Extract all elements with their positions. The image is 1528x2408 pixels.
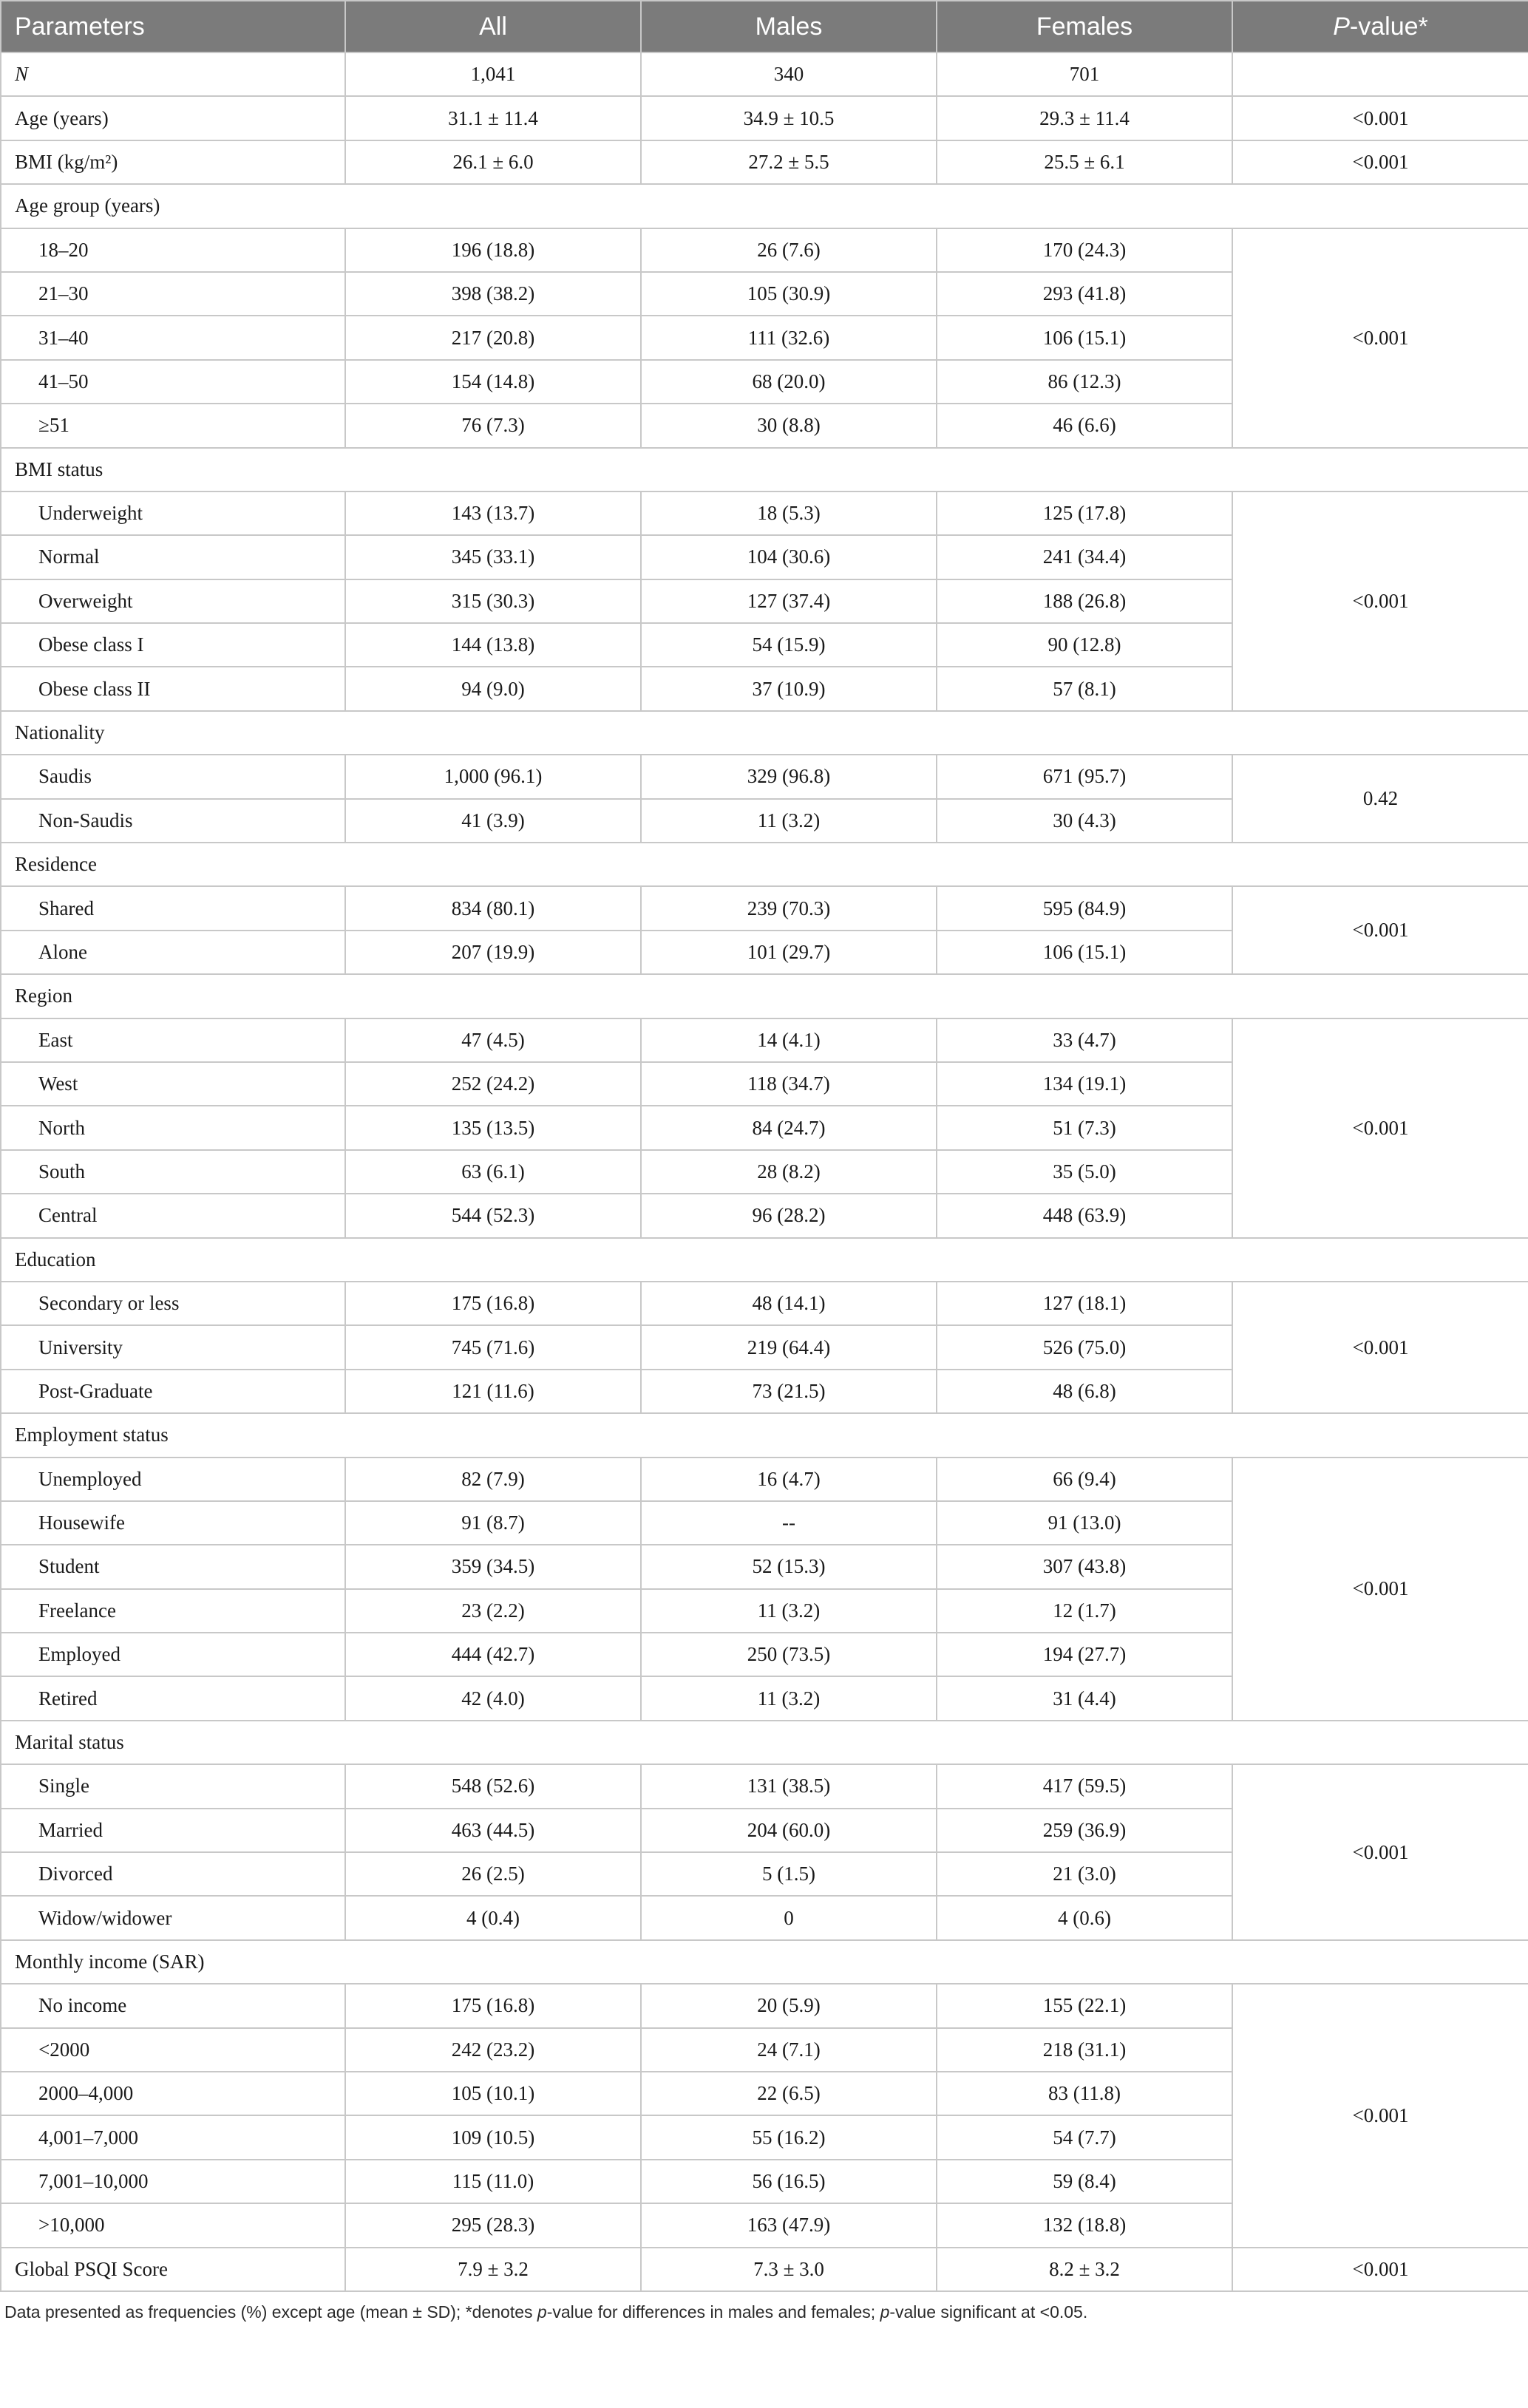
cell-females: 25.5 ± 6.1 — [937, 140, 1232, 184]
cell-males: 5 (1.5) — [641, 1852, 937, 1896]
cell-all: 26.1 ± 6.0 — [345, 140, 641, 184]
row-label: 18–20 — [1, 228, 345, 272]
cell-females: 35 (5.0) — [937, 1150, 1232, 1194]
cell-males: 219 (64.4) — [641, 1325, 937, 1369]
row-label: Secondary or less — [1, 1282, 345, 1325]
cell-females: 12 (1.7) — [937, 1589, 1232, 1633]
row-label: >10,000 — [1, 2203, 345, 2247]
table-row — [1, 140, 1528, 184]
row-label: Alone — [1, 931, 345, 974]
cell-all: 398 (38.2) — [345, 272, 641, 316]
cell-p-value: <0.001 — [1232, 1764, 1528, 1940]
footnote-part2: -value for differences in males and females; — [546, 2302, 880, 2322]
cell-all: 359 (34.5) — [345, 1545, 641, 1588]
header-row — [1, 1, 1528, 52]
row-label: Normal — [1, 535, 345, 579]
cell-males: 239 (70.3) — [641, 886, 937, 930]
footnote-p2: p — [880, 2302, 890, 2322]
cell-all: 23 (2.2) — [345, 1589, 641, 1633]
row-label: Housewife — [1, 1501, 345, 1545]
row-label: Unemployed — [1, 1458, 345, 1501]
cell-p-value: <0.001 — [1232, 140, 1528, 184]
cell-males: 329 (96.8) — [641, 755, 937, 798]
row-label: Employed — [1, 1633, 345, 1676]
group-label: Monthly income (SAR) — [1, 1940, 1528, 1984]
row-label: N — [1, 52, 345, 96]
cell-males: 204 (60.0) — [641, 1809, 937, 1852]
cell-all: 544 (52.3) — [345, 1194, 641, 1237]
cell-males: 163 (47.9) — [641, 2203, 937, 2247]
cell-all: 1,041 — [345, 52, 641, 96]
cell-females: 4 (0.6) — [937, 1896, 1232, 1939]
cell-all: 175 (16.8) — [345, 1282, 641, 1325]
group-header-row — [1, 448, 1528, 492]
group-header-row — [1, 1413, 1528, 1457]
cell-all: 47 (4.5) — [345, 1018, 641, 1062]
cell-all: 26 (2.5) — [345, 1852, 641, 1896]
table-row — [1, 1458, 1528, 1501]
cell-males: 127 (37.4) — [641, 579, 937, 623]
cell-females: 106 (15.1) — [937, 931, 1232, 974]
row-label: Freelance — [1, 1589, 345, 1633]
cell-all: 242 (23.2) — [345, 2028, 641, 2072]
row-label: BMI (kg/m²) — [1, 140, 345, 184]
cell-all: 548 (52.6) — [345, 1764, 641, 1808]
row-label: Widow/widower — [1, 1896, 345, 1939]
row-label: 21–30 — [1, 272, 345, 316]
table-body — [1, 52, 1528, 2291]
cell-females: 417 (59.5) — [937, 1764, 1232, 1808]
row-label: Married — [1, 1809, 345, 1852]
cell-females: 21 (3.0) — [937, 1852, 1232, 1896]
table-row — [1, 886, 1528, 930]
cell-all: 345 (33.1) — [345, 535, 641, 579]
cell-all: 154 (14.8) — [345, 360, 641, 404]
cell-males: 14 (4.1) — [641, 1018, 937, 1062]
table-row — [1, 96, 1528, 140]
cell-females: 132 (18.8) — [937, 2203, 1232, 2247]
table-row — [1, 1282, 1528, 1325]
cell-females: 218 (31.1) — [937, 2028, 1232, 2072]
cell-p-value: <0.001 — [1232, 1018, 1528, 1238]
cell-females: 106 (15.1) — [937, 316, 1232, 359]
table-row — [1, 2248, 1528, 2291]
cell-females: 701 — [937, 52, 1232, 96]
cell-all: 94 (9.0) — [345, 667, 641, 710]
footnote-part1: Data presented as frequencies (%) except age (mean ± SD); *denotes — [4, 2302, 537, 2322]
cell-all: 295 (28.3) — [345, 2203, 641, 2247]
cell-males: 68 (20.0) — [641, 360, 937, 404]
footnote-part3: -value significant at <0.05. — [889, 2302, 1088, 2322]
cell-males: 18 (5.3) — [641, 492, 937, 535]
cell-females: 671 (95.7) — [937, 755, 1232, 798]
row-label: 2000–4,000 — [1, 2072, 345, 2115]
cell-all: 7.9 ± 3.2 — [345, 2248, 641, 2291]
row-label: South — [1, 1150, 345, 1194]
cell-males: 52 (15.3) — [641, 1545, 937, 1588]
cell-p-value — [1232, 52, 1528, 96]
row-label: Overweight — [1, 579, 345, 623]
cell-all: 4 (0.4) — [345, 1896, 641, 1939]
row-label: Age (years) — [1, 96, 345, 140]
row-label: Obese class II — [1, 667, 345, 710]
cell-all: 175 (16.8) — [345, 1984, 641, 2027]
row-label: Single — [1, 1764, 345, 1808]
cell-females: 125 (17.8) — [937, 492, 1232, 535]
cell-males: 34.9 ± 10.5 — [641, 96, 937, 140]
cell-males: -- — [641, 1501, 937, 1545]
cell-females: 241 (34.4) — [937, 535, 1232, 579]
row-label: <2000 — [1, 2028, 345, 2072]
group-label: Region — [1, 974, 1528, 1018]
cell-females: 46 (6.6) — [937, 404, 1232, 447]
row-label: University — [1, 1325, 345, 1369]
cell-females: 127 (18.1) — [937, 1282, 1232, 1325]
header-parameters: Parameters — [1, 1, 345, 52]
row-label: Global PSQI Score — [1, 2248, 345, 2291]
cell-males: 104 (30.6) — [641, 535, 937, 579]
row-label: Saudis — [1, 755, 345, 798]
cell-females: 90 (12.8) — [937, 623, 1232, 667]
cell-all: 31.1 ± 11.4 — [345, 96, 641, 140]
group-header-row — [1, 1940, 1528, 1984]
row-label: Underweight — [1, 492, 345, 535]
row-label: North — [1, 1106, 345, 1149]
cell-males: 105 (30.9) — [641, 272, 937, 316]
table-row — [1, 1984, 1528, 2027]
cell-females: 307 (43.8) — [937, 1545, 1232, 1588]
cell-all: 41 (3.9) — [345, 799, 641, 843]
cell-p-value: 0.42 — [1232, 755, 1528, 843]
cell-males: 48 (14.1) — [641, 1282, 937, 1325]
cell-all: 143 (13.7) — [345, 492, 641, 535]
cell-all: 109 (10.5) — [345, 2115, 641, 2159]
cell-males: 24 (7.1) — [641, 2028, 937, 2072]
cell-males: 11 (3.2) — [641, 1589, 937, 1633]
cell-females: 188 (26.8) — [937, 579, 1232, 623]
cell-males: 22 (6.5) — [641, 2072, 937, 2115]
cell-all: 42 (4.0) — [345, 1676, 641, 1720]
cell-all: 444 (42.7) — [345, 1633, 641, 1676]
row-label: East — [1, 1018, 345, 1062]
cell-all: 745 (71.6) — [345, 1325, 641, 1369]
cell-all: 315 (30.3) — [345, 579, 641, 623]
header-p-italic: P — [1333, 12, 1350, 41]
table-header — [1, 1, 1528, 52]
cell-p-value: <0.001 — [1232, 2248, 1528, 2291]
row-label: Retired — [1, 1676, 345, 1720]
table-footnote — [0, 2292, 1528, 2322]
cell-p-value: <0.001 — [1232, 96, 1528, 140]
cell-males: 20 (5.9) — [641, 1984, 937, 2027]
group-header-row — [1, 184, 1528, 228]
table-row — [1, 1018, 1528, 1062]
cell-p-value: <0.001 — [1232, 1458, 1528, 1721]
cell-all: 463 (44.5) — [345, 1809, 641, 1852]
cell-females: 33 (4.7) — [937, 1018, 1232, 1062]
cell-males: 26 (7.6) — [641, 228, 937, 272]
cell-females: 194 (27.7) — [937, 1633, 1232, 1676]
cell-p-value: <0.001 — [1232, 1984, 1528, 2247]
cell-males: 101 (29.7) — [641, 931, 937, 974]
cell-all: 217 (20.8) — [345, 316, 641, 359]
group-label: Education — [1, 1238, 1528, 1282]
cell-females: 595 (84.9) — [937, 886, 1232, 930]
group-header-row — [1, 1721, 1528, 1764]
cell-males: 28 (8.2) — [641, 1150, 937, 1194]
cell-males: 11 (3.2) — [641, 799, 937, 843]
cell-males: 0 — [641, 1896, 937, 1939]
cell-females: 86 (12.3) — [937, 360, 1232, 404]
cell-all: 1,000 (96.1) — [345, 755, 641, 798]
table-row — [1, 755, 1528, 798]
table-row — [1, 492, 1528, 535]
cell-males: 27.2 ± 5.5 — [641, 140, 937, 184]
header-p-value — [1232, 1, 1528, 52]
cell-females: 54 (7.7) — [937, 2115, 1232, 2159]
table-row — [1, 52, 1528, 96]
row-label: Shared — [1, 886, 345, 930]
cell-males: 96 (28.2) — [641, 1194, 937, 1237]
cell-males: 55 (16.2) — [641, 2115, 937, 2159]
cell-males: 56 (16.5) — [641, 2160, 937, 2203]
row-label: Divorced — [1, 1852, 345, 1896]
group-header-row — [1, 843, 1528, 886]
cell-p-value: <0.001 — [1232, 228, 1528, 448]
group-label: Nationality — [1, 711, 1528, 755]
group-header-row — [1, 1238, 1528, 1282]
group-header-row — [1, 711, 1528, 755]
cell-females: 526 (75.0) — [937, 1325, 1232, 1369]
cell-males: 73 (21.5) — [641, 1370, 937, 1413]
cell-p-value: <0.001 — [1232, 492, 1528, 711]
cell-males: 84 (24.7) — [641, 1106, 937, 1149]
cell-all: 144 (13.8) — [345, 623, 641, 667]
row-label: ≥51 — [1, 404, 345, 447]
cell-females: 259 (36.9) — [937, 1809, 1232, 1852]
table-row — [1, 1764, 1528, 1808]
cell-all: 76 (7.3) — [345, 404, 641, 447]
cell-females: 66 (9.4) — [937, 1458, 1232, 1501]
group-label: Age group (years) — [1, 184, 1528, 228]
cell-all: 121 (11.6) — [345, 1370, 641, 1413]
cell-females: 155 (22.1) — [937, 1984, 1232, 2027]
cell-females: 59 (8.4) — [937, 2160, 1232, 2203]
row-label: 31–40 — [1, 316, 345, 359]
cell-males: 131 (38.5) — [641, 1764, 937, 1808]
cell-females: 170 (24.3) — [937, 228, 1232, 272]
cell-all: 135 (13.5) — [345, 1106, 641, 1149]
header-females: Females — [937, 1, 1232, 52]
group-label: BMI status — [1, 448, 1528, 492]
cell-all: 91 (8.7) — [345, 1501, 641, 1545]
cell-males: 7.3 ± 3.0 — [641, 2248, 937, 2291]
cell-females: 51 (7.3) — [937, 1106, 1232, 1149]
header-p-rest: -value* — [1349, 12, 1428, 41]
cell-all: 82 (7.9) — [345, 1458, 641, 1501]
cell-females: 83 (11.8) — [937, 2072, 1232, 2115]
cell-females: 293 (41.8) — [937, 272, 1232, 316]
row-label: 7,001–10,000 — [1, 2160, 345, 2203]
cell-females: 448 (63.9) — [937, 1194, 1232, 1237]
cell-males: 11 (3.2) — [641, 1676, 937, 1720]
cell-females: 30 (4.3) — [937, 799, 1232, 843]
row-label: Post-Graduate — [1, 1370, 345, 1413]
cell-all: 105 (10.1) — [345, 2072, 641, 2115]
cell-all: 252 (24.2) — [345, 1062, 641, 1106]
cell-males: 54 (15.9) — [641, 623, 937, 667]
row-label: Student — [1, 1545, 345, 1588]
cell-p-value: <0.001 — [1232, 1282, 1528, 1413]
cell-females: 48 (6.8) — [937, 1370, 1232, 1413]
group-label: Employment status — [1, 1413, 1528, 1457]
cell-males: 118 (34.7) — [641, 1062, 937, 1106]
header-males: Males — [641, 1, 937, 52]
cell-all: 115 (11.0) — [345, 2160, 641, 2203]
cell-females: 57 (8.1) — [937, 667, 1232, 710]
table-row — [1, 228, 1528, 272]
row-label: 4,001–7,000 — [1, 2115, 345, 2159]
row-label: Obese class I — [1, 623, 345, 667]
header-all: All — [345, 1, 641, 52]
row-label: No income — [1, 1984, 345, 2027]
group-label: Residence — [1, 843, 1528, 886]
row-label: West — [1, 1062, 345, 1106]
cell-females: 31 (4.4) — [937, 1676, 1232, 1720]
footnote-p1: p — [537, 2302, 547, 2322]
group-label: Marital status — [1, 1721, 1528, 1764]
cell-all: 196 (18.8) — [345, 228, 641, 272]
cell-females: 29.3 ± 11.4 — [937, 96, 1232, 140]
cell-p-value: <0.001 — [1232, 886, 1528, 974]
cell-males: 16 (4.7) — [641, 1458, 937, 1501]
cell-females: 8.2 ± 3.2 — [937, 2248, 1232, 2291]
cell-females: 134 (19.1) — [937, 1062, 1232, 1106]
cell-males: 250 (73.5) — [641, 1633, 937, 1676]
cell-males: 30 (8.8) — [641, 404, 937, 447]
cell-males: 340 — [641, 52, 937, 96]
cell-males: 37 (10.9) — [641, 667, 937, 710]
row-label: Central — [1, 1194, 345, 1237]
row-label: Non-Saudis — [1, 799, 345, 843]
cell-all: 207 (19.9) — [345, 931, 641, 974]
cell-all: 834 (80.1) — [345, 886, 641, 930]
group-header-row — [1, 974, 1528, 1018]
cell-all: 63 (6.1) — [345, 1150, 641, 1194]
cell-females: 91 (13.0) — [937, 1501, 1232, 1545]
row-label: 41–50 — [1, 360, 345, 404]
cell-males: 111 (32.6) — [641, 316, 937, 359]
